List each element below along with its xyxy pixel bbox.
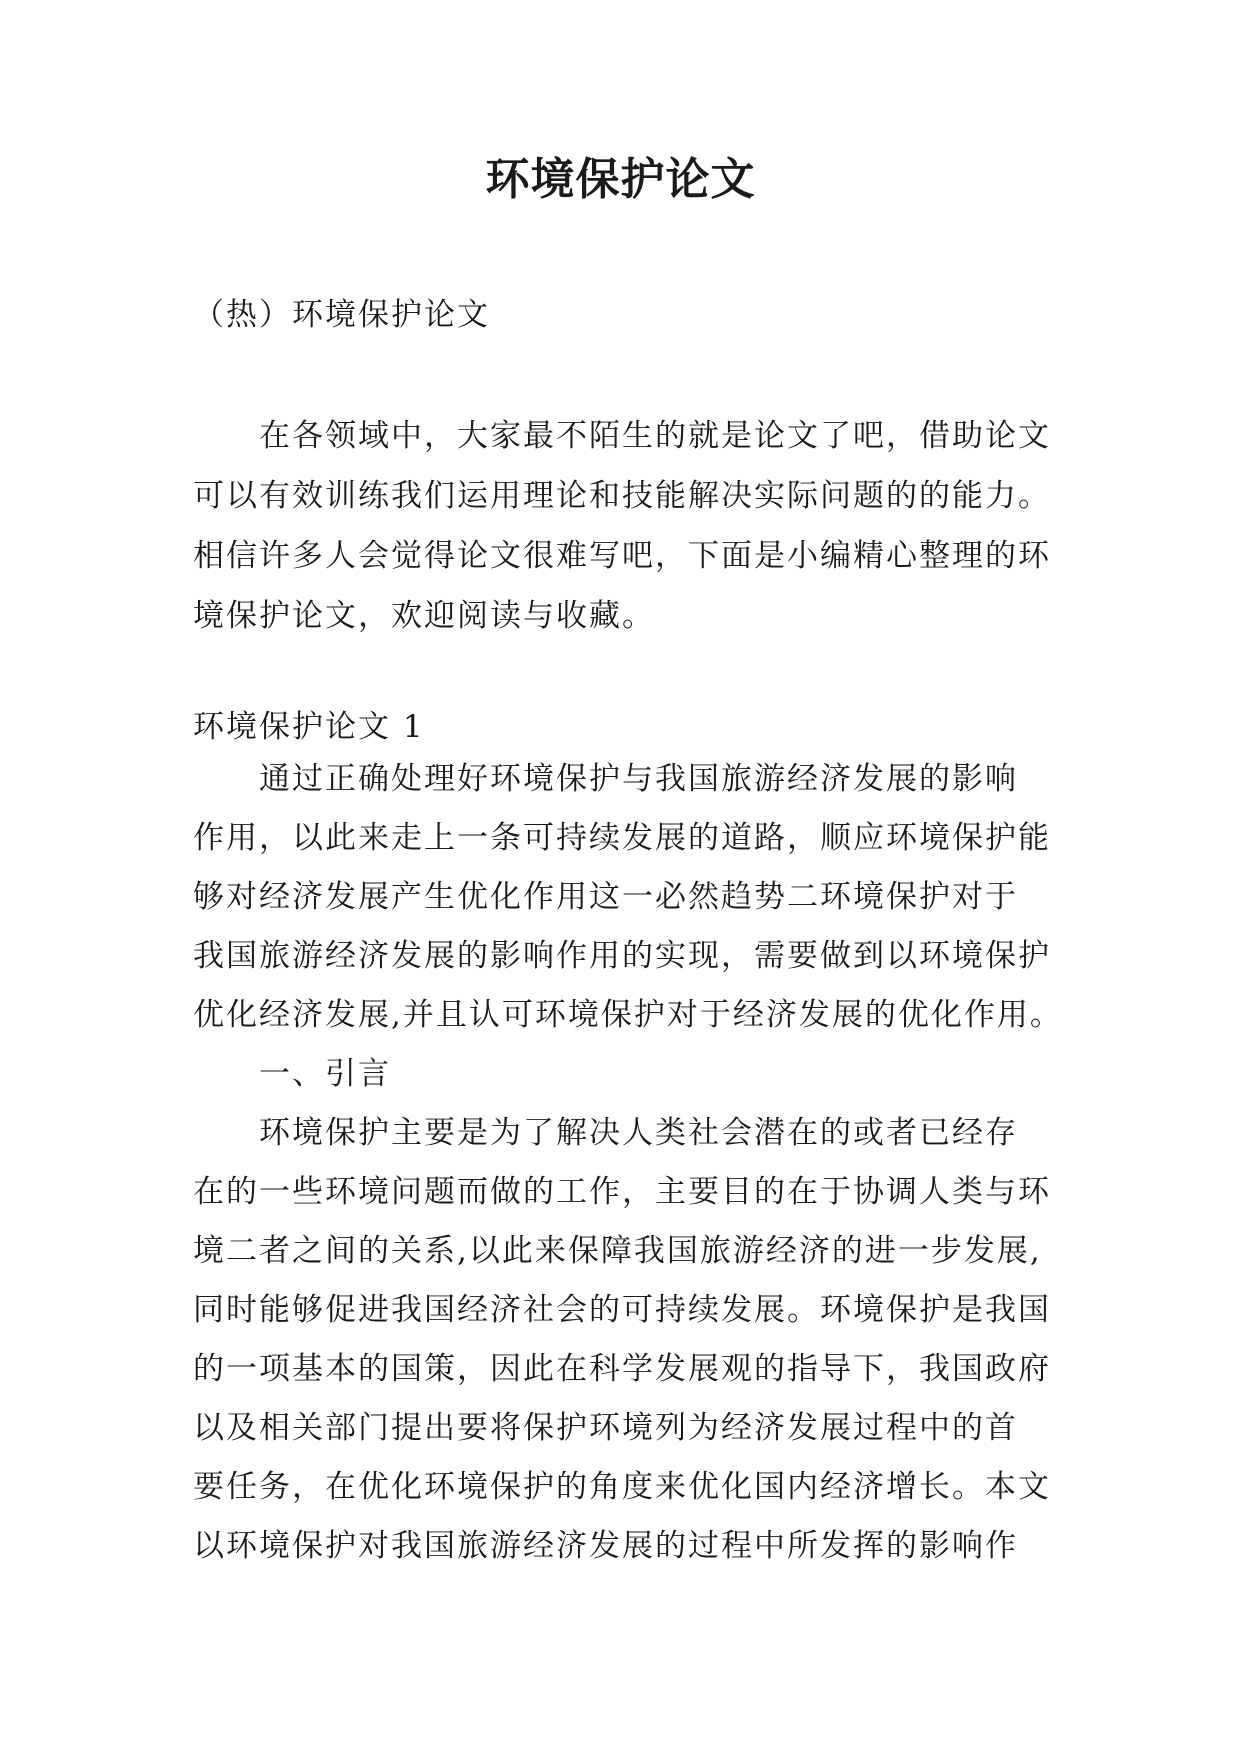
body-line: 够对经济发展产生优化作用这一必然趋势二环境保护对于 — [193, 879, 1018, 915]
intro-line: 相信许多人会觉得论文很难写吧，下面是小编精心整理的环 — [193, 538, 1051, 574]
intro-line: 可以有效训练我们运用理论和技能解决实际问题的的能力。 — [193, 478, 1051, 514]
body-line: 的一项基本的国策，因此在科学发展观的指导下，我国政府 — [193, 1351, 1051, 1387]
subsection-heading: 一、引言 — [259, 1056, 391, 1092]
body-line: 我国旅游经济发展的影响作用的实现，需要做到以环境保护 — [193, 938, 1051, 974]
section-heading: 环境保护论文 1 — [193, 709, 425, 745]
section-body — [193, 750, 1063, 1576]
body-line: 作用，以此来走上一条可持续发展的道路，顺应环境保护能 — [193, 820, 1051, 856]
document-title: 环境保护论文 — [485, 154, 756, 205]
body-line: 优化经济发展,并且认可环境保护对于经济发展的优化作用。 — [193, 997, 1063, 1033]
body-line: 要任务，在优化环境保护的角度来优化国内经济增长。本文 — [193, 1469, 1051, 1505]
body-line: 在的一些环境问题而做的工作，主要目的在于协调人类与环 — [193, 1174, 1051, 1210]
body-line: 以及相关部门提出要将保护环境列为经济发展过程中的首 — [193, 1410, 1018, 1446]
body-line: 境二者之间的关系,以此来保障我国旅游经济的进一步发展, — [193, 1233, 1042, 1269]
intro-line: 境保护论文，欢迎阅读与收藏。 — [193, 598, 655, 634]
intro-paragraph — [193, 406, 1057, 646]
intro-line: 在各领域中，大家最不陌生的就是论文了吧，借助论文 — [259, 418, 1051, 454]
document-subtitle: （热）环境保护论文 — [193, 297, 490, 333]
body-line: 环境保护主要是为了解决人类社会潜在的或者已经存 — [259, 1115, 1018, 1151]
body-line: 通过正确处理好环境保护与我国旅游经济发展的影响 — [259, 761, 1018, 797]
body-line: 同时能够促进我国经济社会的可持续发展。环境保护是我国 — [193, 1292, 1051, 1328]
body-line: 以环境保护对我国旅游经济发展的过程中所发挥的影响作 — [193, 1528, 1018, 1564]
